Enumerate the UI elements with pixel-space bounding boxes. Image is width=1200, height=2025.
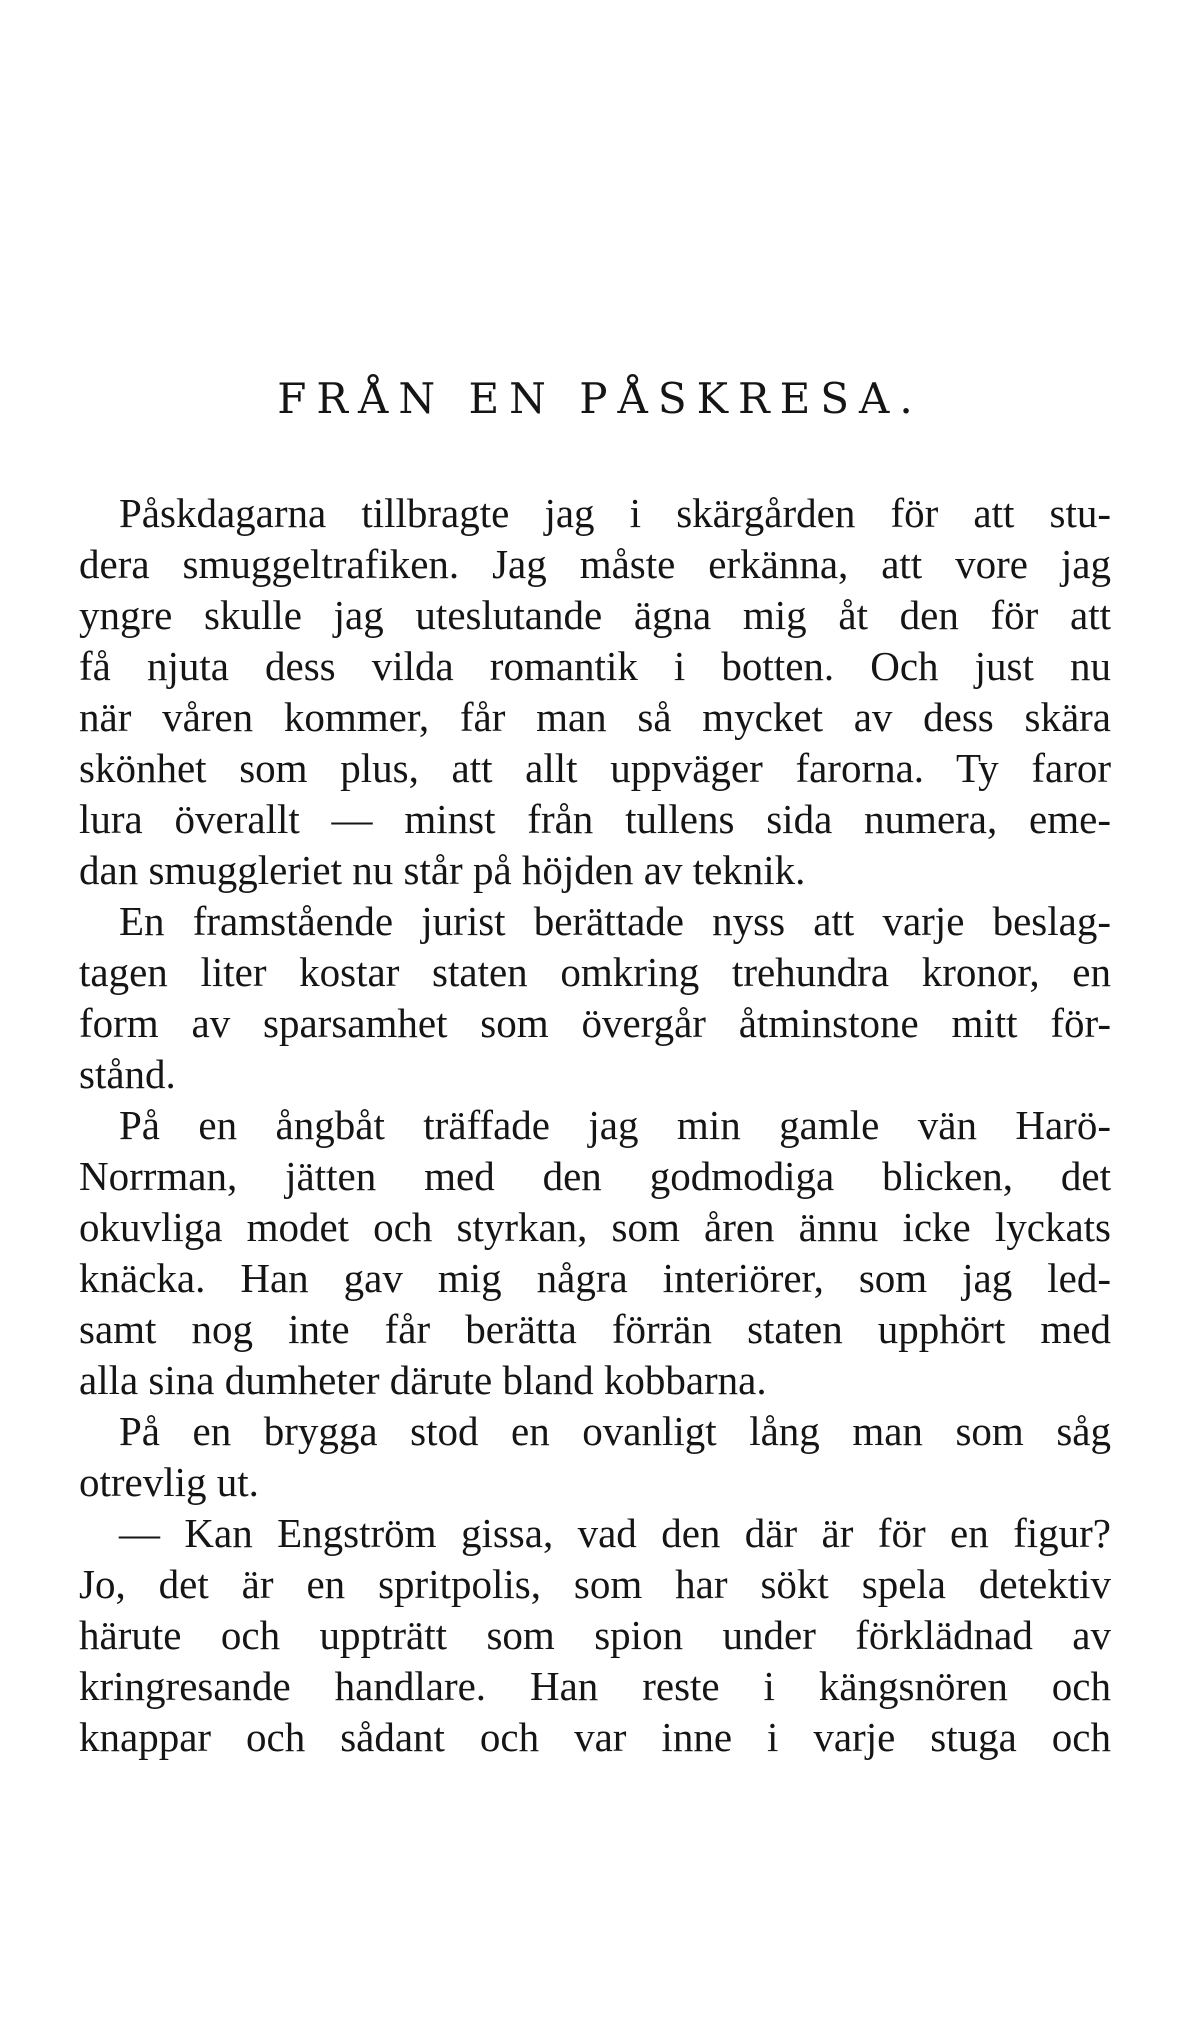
text-line: få njuta dess vilda romantik i botten. Och just nu: [79, 643, 1111, 689]
text-line: tagen liter kostar staten omkring trehundra kronor, en: [79, 949, 1111, 995]
chapter-title: FRÅN EN PÅSKRESA.: [277, 374, 923, 423]
text-line: dera smuggeltrafiken. Jag måste erkänna, att vore jag: [79, 541, 1111, 587]
text-line: stånd.: [79, 1051, 176, 1097]
text-line: Påskdagarna tillbragte jag i skärgården för att stu-: [119, 490, 1111, 536]
text-line: samt nog inte får berätta förrän staten upphört med: [79, 1306, 1111, 1352]
text-line: när våren kommer, får man så mycket av dess skära: [79, 694, 1111, 740]
text-line: — Kan Engström gissa, vad den där är för en figur?: [119, 1510, 1111, 1556]
body-text: [79, 488, 1111, 1763]
text-line: Norrman, jätten med den godmodiga blicken, det: [79, 1153, 1111, 1199]
text-line: knäcka. Han gav mig några interiörer, som jag led-: [79, 1255, 1111, 1301]
text-line: På en ångbåt träffade jag min gamle vän Harö-: [119, 1102, 1111, 1148]
text-line: En framstående jurist berättade nyss att varje beslag-: [119, 898, 1111, 944]
text-line: okuvliga modet och styrkan, som åren ännu icke lyckats: [79, 1204, 1111, 1250]
text-line: lura överallt — minst från tullens sida numera, eme-: [79, 796, 1111, 842]
text-line: knappar och sådant och var inne i varje stuga och: [79, 1714, 1111, 1760]
text-line: otrevlig ut.: [79, 1459, 259, 1505]
text-line: Jo, det är en spritpolis, som har sökt spela detektiv: [79, 1561, 1111, 1607]
text-line: härute och uppträtt som spion under förklädnad av: [79, 1612, 1111, 1658]
text-line: skönhet som plus, att allt uppväger farorna. Ty faror: [79, 745, 1111, 791]
text-line: kringresande handlare. Han reste i kängsnören och: [79, 1663, 1111, 1709]
text-line: alla sina dumheter därute bland kobbarna.: [79, 1357, 767, 1403]
text-line: yngre skulle jag uteslutande ägna mig åt den för att: [79, 592, 1111, 638]
text-line: form av sparsamhet som övergår åtminstone mitt för-: [79, 1000, 1111, 1046]
text-line: dan smuggleriet nu står på höjden av teknik.: [79, 847, 806, 893]
text-line: På en brygga stod en ovanligt lång man som såg: [119, 1408, 1111, 1454]
